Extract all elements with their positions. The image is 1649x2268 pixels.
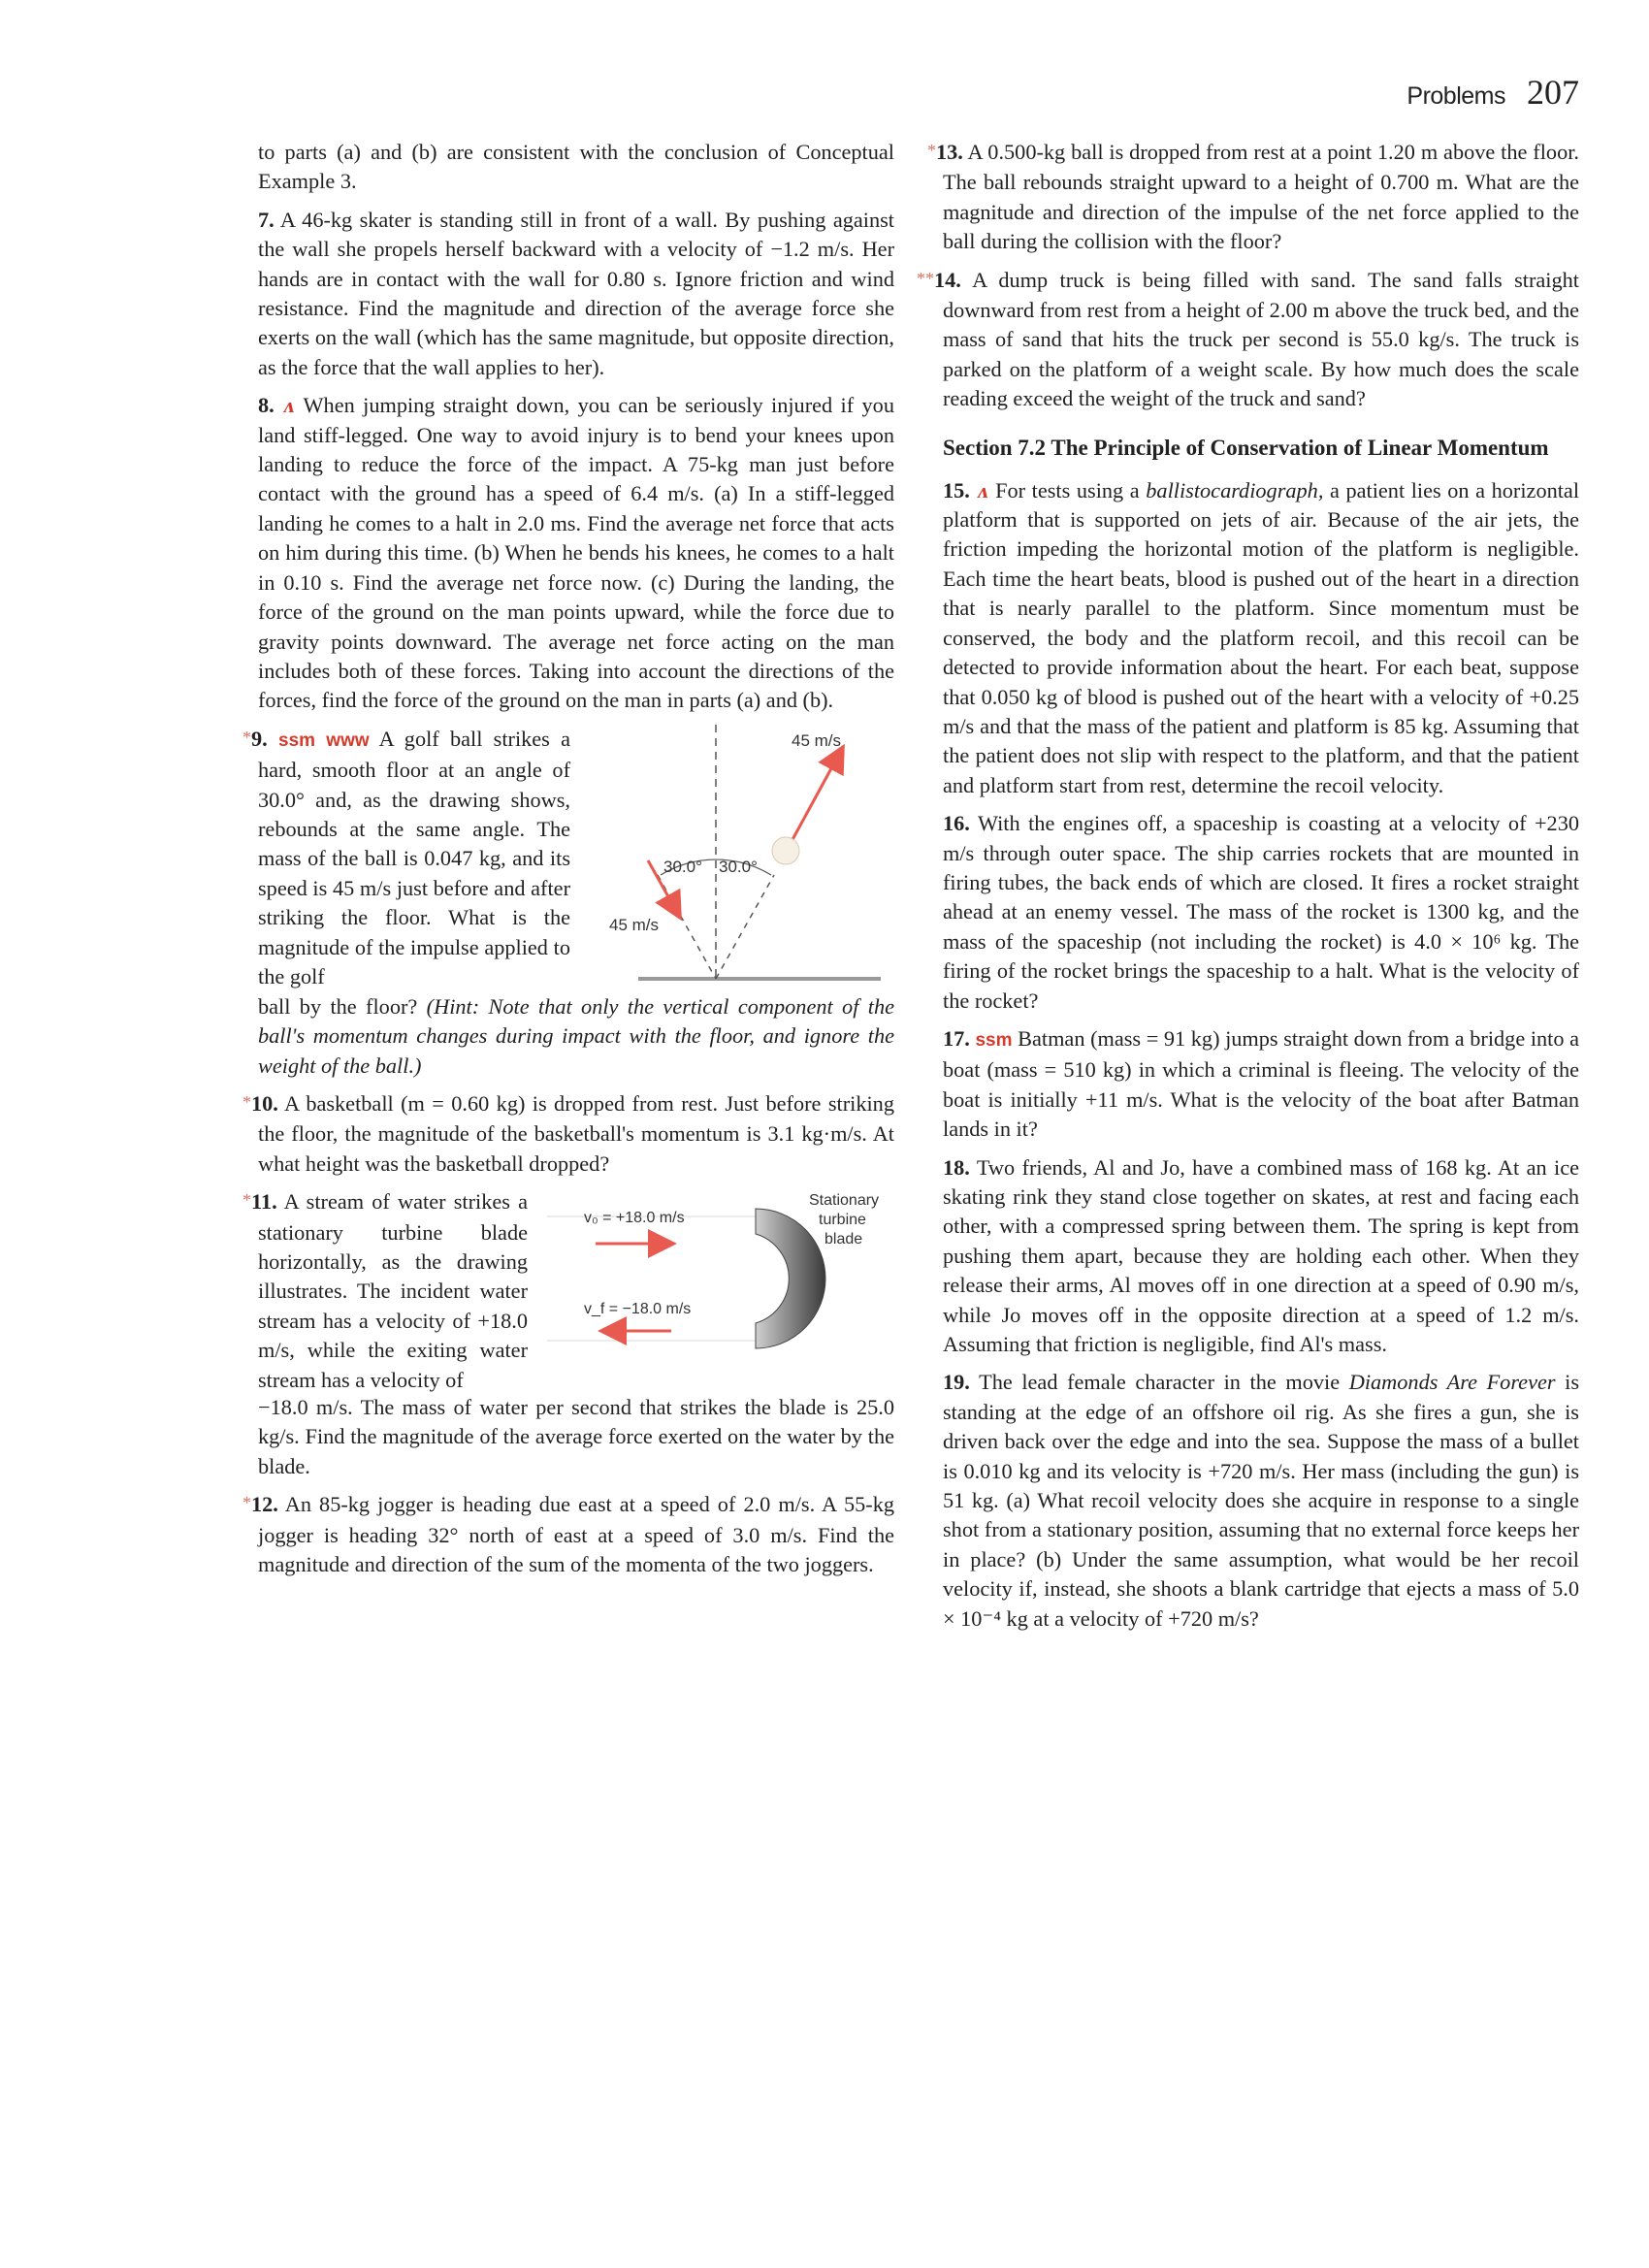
biomedical-icon: ᴧ <box>976 477 989 502</box>
problem-9-continued <box>258 992 894 1081</box>
problem-text: A golf ball strikes a hard, smooth floor at an angle of 30.0° and, as the drawing shows, rebounds at the same angle. The mass of the ball is 0.047 kg, and its speed is 45 m/s just before and after striking the floor. What is the magnitude of the impulse applied to the golf <box>258 726 571 988</box>
difficulty-star-icon: * <box>242 1190 251 1211</box>
problem-6-continuation: to parts (a) and (b) are consistent with the conclusion of Conceptual Example 3. <box>258 140 894 194</box>
problem-number: 10. <box>251 1090 278 1116</box>
difficulty-star-icon: * <box>242 727 251 747</box>
problem-13 <box>927 138 1579 257</box>
problem-number: 14. <box>934 267 961 292</box>
problem-text: A dump truck is being filled with sand. The sand falls straight downward from rest from a height of 2.00 m above the truck bed, and the mass of sand that hits the truck per second is 55.0 kg/s. The truck is parked on the platform of a weight scale. By how much does the scale reading exceed the weight of the truck and sand? <box>943 267 1579 411</box>
page-number: 207 <box>1527 73 1579 112</box>
biomedical-icon: ᴧ <box>282 393 296 418</box>
angle-label-right: 30.0° <box>719 857 758 876</box>
hint-text: (Hint: Note that only the vertical component of the ball's momentum changes during impact with the floor, and ignore the weight of the ball.) <box>258 993 894 1078</box>
turbine-blade-diagram <box>528 1187 894 1381</box>
section-heading: Section 7.2 The Principle of Conservation of Linear Momentum <box>943 435 1549 460</box>
outgoing-path <box>716 875 774 979</box>
www-tag: www <box>326 729 370 751</box>
problem-text: ball by the floor? <box>258 993 418 1019</box>
problem-text: When jumping straight down, you can be seriously injured if you land stiff-legged. One way to avoid injury is to bend your knees upon landing to reduce the force of the impact. A 75-kg man just before contact with the ground has a speed of 6.4 m/s. (a) In a stiff-legged landing he comes to a halt in 2.0 ms. Find the average net force that acts on him during this time. (b) When he bends his knees, he comes to a halt in 0.10 s. Find the average net force now. (c) During the landing, the force of the ground on the man points upward, while the force due to gravity points downward. The average net force acting on the man includes both of these forces. Taking into account the directions of the forces, find the force of the ground on the man in parts (a) and (b). <box>258 393 894 713</box>
v0-label: v₀ = +18.0 m/s <box>584 1210 685 1227</box>
problem-16 <box>943 809 1579 1016</box>
problem-9 <box>242 725 894 996</box>
problem-text: is standing at the edge of an offshore oil rig. As she fires a gun, she is driven back over the edge and into the sea. Suppose the mass of a bullet is 0.010 kg and its velocity is +720 m/s. Her mass (including the gun) is 51 kg. (a) What recoil velocity does she acquire in response to a single shot from a stationary position, assuming that no external force keeps her in place? (b) Under the same assumption, what would be her recoil velocity if, instead, she shoots a blank cartridge that ejects a mass of 5.0 × 10⁻⁴ kg at a velocity of +720 m/s? <box>943 1370 1580 1631</box>
problem-number: 16. <box>943 811 970 836</box>
problem-text: For tests using a <box>995 477 1140 502</box>
left-column <box>242 138 894 1588</box>
problem-19 <box>943 1368 1579 1634</box>
problem-number: 7. <box>258 207 275 232</box>
ssm-tag: ssm <box>278 729 316 751</box>
blade-label-3: blade <box>824 1231 863 1248</box>
problem-18 <box>943 1153 1579 1360</box>
speed-label-left: 45 m/s <box>609 915 660 934</box>
problem-12 <box>242 1490 894 1579</box>
problem-7 <box>258 206 894 382</box>
golf-ball-diagram <box>570 725 894 996</box>
problem-text: A stream of water strikes a stationary turbine blade horizontally, as the drawing illustrates. The incident water stream has a velocity of +18.0 m/s, while the exiting water stream has a velocity of <box>258 1189 528 1392</box>
problem-number: 18. <box>943 1154 970 1180</box>
golf-ball <box>772 837 799 864</box>
italic-term: ballistocardiograph, <box>1146 477 1324 502</box>
angle-label-left: 30.0° <box>663 857 702 876</box>
vf-label: v_f = −18.0 m/s <box>584 1301 692 1318</box>
problem-number: 11. <box>251 1189 277 1215</box>
difficulty-star-icon: * <box>927 141 936 160</box>
problem-number: 15. <box>943 477 970 502</box>
header-label: Problems <box>1406 82 1505 110</box>
movie-title: Diamonds Are Forever <box>1348 1370 1556 1395</box>
problem-text: An 85-kg jogger is heading due east at a speed of 2.0 m/s. A 55-kg jogger is heading 32° north of east at a speed of 3.0 m/s. Find the magnitude and direction of the sum of the momenta of the two joggers. <box>258 1492 894 1577</box>
blade-label-1: Stationary <box>809 1192 880 1210</box>
problem-number: 19. <box>943 1370 970 1395</box>
problem-text: A basketball (m = 0.60 kg) is dropped from rest. Just before striking the floor, the magnitude of the basketball's momentum is 3.1 kg·m/s. At what height was the basketball dropped? <box>258 1090 894 1176</box>
blade-label-2: turbine <box>819 1212 866 1229</box>
problem-text: With the engines off, a spaceship is coasting at a velocity of +230 m/s through outer space. The ship carries rockets that are mounted in firing tubes, the back ends of which are closed. It fires a rocket straight ahead at an enemy vessel. The mass of the rocket is 1300 kg, and the mass of the spaceship (not including the rocket) is 4.0 × 10⁶ kg. The firing of the rocket brings the spaceship to a halt. What is the velocity of the rocket? <box>943 811 1580 1013</box>
problem-10 <box>242 1089 894 1179</box>
problem-text: The lead female character in the movie <box>979 1370 1341 1395</box>
problem-number: 12. <box>251 1492 278 1517</box>
difficulty-star-icon: * <box>242 1091 251 1112</box>
problem-8 <box>258 391 894 715</box>
problem-number: 9. <box>251 726 268 751</box>
problem-text: a patient lies on a horizontal platform that is supported on jets of air. Because of the air jets, the friction impeding the horizontal motion of the platform is negligible. Each time the heart beats, blood is pushed out of the heart in a direction that is nearly parallel to the platform. Since momentum must be conserved, the body and the platform recoil, and this recoil can be detected to provide information about the heart. For each beat, suppose that 0.050 kg of blood is pushed out of the heart with a velocity of +0.25 m/s and that the mass of the patient and platform is 85 kg. Assuming that the patient does not slip with respect to the platform, and that the patient and platform start from rest, determine the recoil velocity. <box>943 477 1580 797</box>
problem-number: 8. <box>258 393 275 418</box>
page-header <box>1406 72 1579 113</box>
right-column <box>917 138 1580 1642</box>
problem-text: A 46-kg skater is standing still in front of a wall. By pushing against the wall she propels herself backward with a velocity of −1.2 m/s. Her hands are in contact with the wall for 0.80 s. Ignore friction and wind resistance. Find the magnitude and direction of the average force she exerts on the wall (which has the same magnitude, but opposite direction, as the force that the wall applies to her). <box>258 207 894 379</box>
problem-11-continued: −18.0 m/s. The mass of water per second that strikes the blade is 25.0 kg/s. Find the magnitude of the average force exerted on the water by the blade. <box>258 1395 894 1478</box>
problem-number: 13. <box>936 140 963 164</box>
speed-label-top: 45 m/s <box>792 730 842 750</box>
problem-text: Two friends, Al and Jo, have a combined mass of 168 kg. At an ice skating rink they stand close together on skates, at rest and facing each other, with a compressed spring between them. The spring is kept from pushing them apart, because they are holding each other. When they release their arms, Al moves off in one direction at a speed of 0.90 m/s, while Jo moves off in the opposite direction at a speed of 1.2 m/s. Assuming that friction is negligible, find Al's mass. <box>943 1154 1579 1357</box>
problem-text: A 0.500-kg ball is dropped from rest at a point 1.20 m above the floor. The ball rebounds straight upward to a height of 0.700 m. What are the magnitude and direction of the impulse of the net force applied to the ball during the collision with the floor? <box>943 140 1579 254</box>
ssm-tag: ssm <box>975 1029 1013 1051</box>
problem-17 <box>943 1024 1579 1145</box>
turbine-blade <box>756 1209 825 1348</box>
problem-15 <box>943 476 1579 800</box>
problem-number: 17. <box>943 1025 970 1051</box>
difficulty-star-icon: ** <box>917 268 934 288</box>
difficulty-star-icon: * <box>242 1493 251 1513</box>
problem-14 <box>917 266 1579 414</box>
problem-text: Batman (mass = 91 kg) jumps straight down from a bridge into a boat (mass = 510 kg) in which a criminal is fleeing. The velocity of the boat is initially +11 m/s. What is the velocity of the boat after Batman lands in it? <box>943 1025 1580 1142</box>
problem-11 <box>242 1187 894 1395</box>
